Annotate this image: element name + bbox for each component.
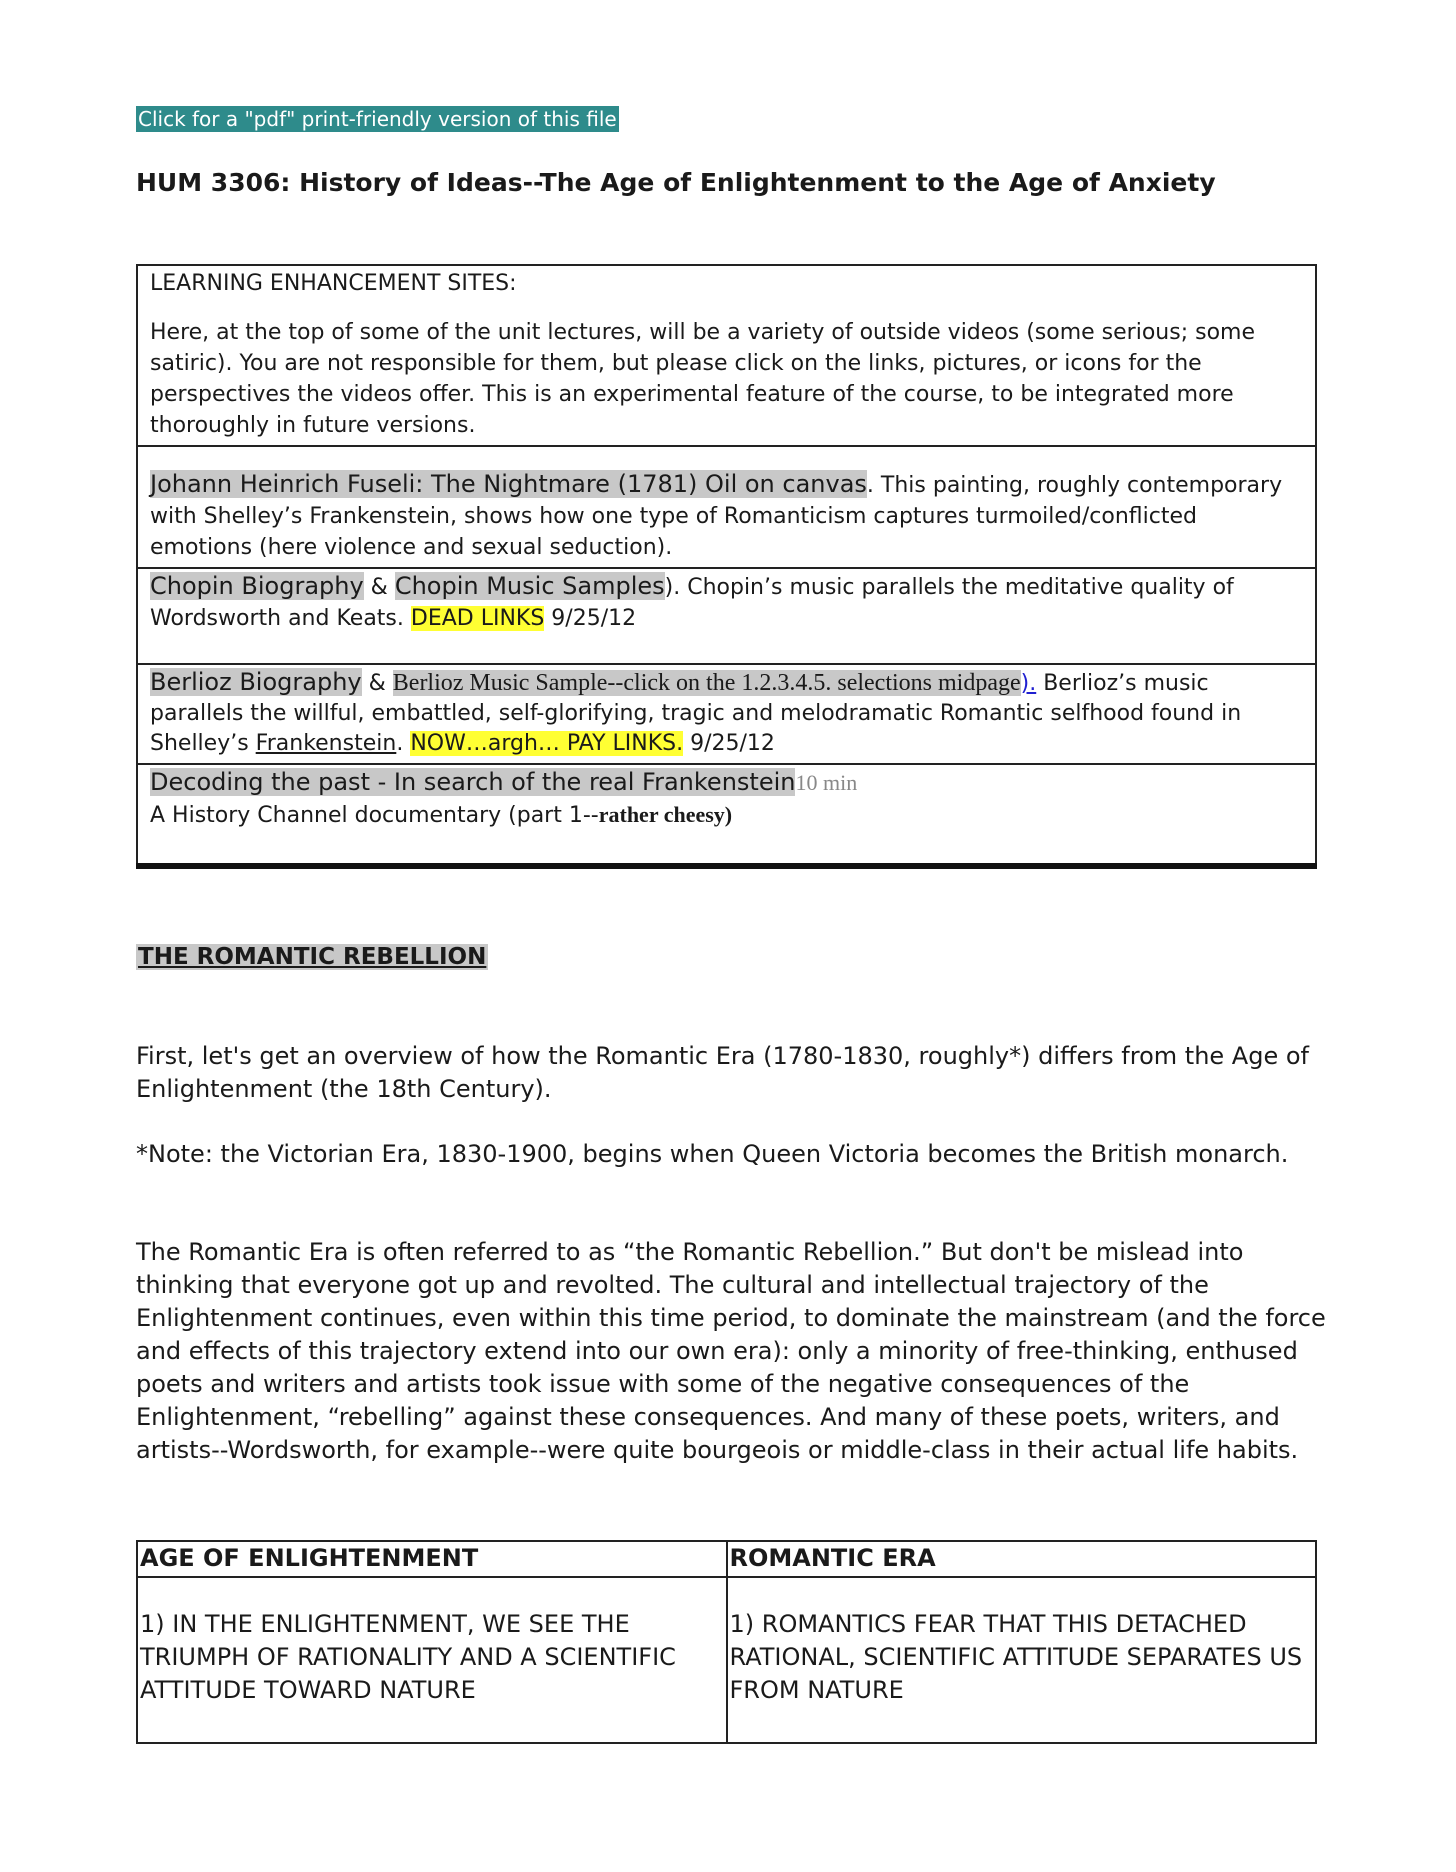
header-romantic: ROMANTIC ERA [727, 1541, 1317, 1577]
decoding-cell [137, 764, 1316, 866]
fuseli-text: . This painting, roughly contemporary with Shelley’s Frankenstein, shows how one type of Romanticism captures turmoiled/conflicted emotions (here violence and sexual seduction). [150, 473, 1283, 560]
berlioz-biography-link[interactable]: Berlioz Biography [150, 668, 362, 696]
fuseli-link[interactable]: Johann Heinrich Fuseli: The Nightmare (1781) Oil on canvas [150, 470, 867, 498]
paragraph-overview: First, let's get an overview of how the Romantic Era (1780-1830, roughly*) differs from the Age of Enlightenment (the 18th Century). [136, 1042, 1309, 1103]
chopin-text: ). Chopin’s music parallels the meditative quality of Wordsworth and Keats. [150, 575, 1234, 631]
table-row [137, 568, 1316, 664]
pay-links-badge: NOW…argh… PAY LINKS. [410, 731, 684, 756]
decoding-text: A History Channel documentary (part 1-- [150, 803, 599, 828]
fuseli-cell [137, 446, 1316, 568]
berlioz-sample-link[interactable]: Berlioz Music Sample--click on the 1.2.3.4.5. selections midpage [392, 670, 1021, 696]
paragraph-rebellion: The Romantic Era is often referred to as “the Romantic Rebellion.” But don't be mislead into thinking that everyone got up and revolted. The cultural and intellectual trajectory of the Enlightenment continues, even within this time period, to dominate the mainstream (and the force and effects of this trajectory extend into our own era): only a minority of free-thinking, enthused poets and writers and artists took issue with some of the negative consequences of the Enlightenment, “rebelling” against these consequences. And many of these poets, writers, and artists--Wordsworth, for example--were quite bourgeois or middle-class in their actual life habits. [136, 1238, 1326, 1464]
chopin-samples-link[interactable]: Chopin Music Samples [394, 572, 665, 600]
sites-heading: LEARNING ENHANCEMENT SITES: [150, 271, 517, 296]
table-row [137, 265, 1316, 446]
ampersand: & [361, 671, 393, 696]
table-row [137, 446, 1316, 568]
section-heading: THE ROMANTIC REBELLION [138, 944, 487, 970]
chopin-biography-link[interactable]: Chopin Biography [150, 572, 364, 600]
romantic-cell: 1) ROMANTICS FEAR THAT THIS DETACHED RATIONAL, SCIENTIFIC ATTITUDE SEPARATES US FROM NATURE [727, 1577, 1317, 1743]
decoding-bold: rather cheesy) [598, 802, 733, 827]
header-enlightenment: AGE OF ENLIGHTENMENT [137, 1541, 727, 1577]
berlioz-text-end: . [396, 731, 411, 756]
intro-cell [137, 265, 1316, 446]
chopin-date: 9/25/12 [544, 606, 637, 631]
pdf-version-link[interactable]: Click for a "pdf" print-friendly version of this file [138, 107, 617, 131]
decoding-duration: 10 min [795, 770, 858, 795]
berlioz-date: 9/25/12 [683, 731, 775, 756]
table-header-row [137, 1541, 1316, 1577]
decoding-past-link[interactable]: Decoding the past - In search of the real Frankenstein [150, 768, 796, 796]
course-title: HUM 3306: History of Ideas--The Age of Enlightenment to the Age of Anxiety [136, 168, 1216, 197]
sites-intro: Here, at the top of some of the unit lectures, will be a variety of outside videos (some serious; some satiric). You are not responsible for them, but please click on the links, pictures, or icons for the perspectives the videos offer. This is an experimental feature of the course, to be integrated more thoroughly in future versions. [150, 320, 1255, 438]
comparison-table [136, 1540, 1317, 1744]
frankenstein-title: Frankenstein [255, 731, 397, 756]
table-row [137, 664, 1316, 764]
table-row [137, 764, 1316, 866]
paragraph-note: *Note: the Victorian Era, 1830-1900, begins when Queen Victoria becomes the British monarch. [136, 1140, 1289, 1168]
chopin-cell [137, 568, 1316, 664]
table-row [137, 1577, 1316, 1743]
dead-links-badge: DEAD LINKS [410, 606, 545, 631]
berlioz-close-link[interactable]: ). [1020, 671, 1037, 696]
learning-sites-table [136, 264, 1317, 869]
ampersand: & [363, 575, 395, 600]
berlioz-text: Berlioz’s music parallels the willful, embattled, self-glorifying, tragic and melodramatic Romantic selfhood found in Shelley’s [150, 671, 1242, 756]
berlioz-cell [137, 664, 1316, 764]
enlightenment-cell: 1) IN THE ENLIGHTENMENT, WE SEE THE TRIUMPH OF RATIONALITY AND A SCIENTIFIC ATTITUDE TOWARD NATURE [137, 1577, 727, 1743]
